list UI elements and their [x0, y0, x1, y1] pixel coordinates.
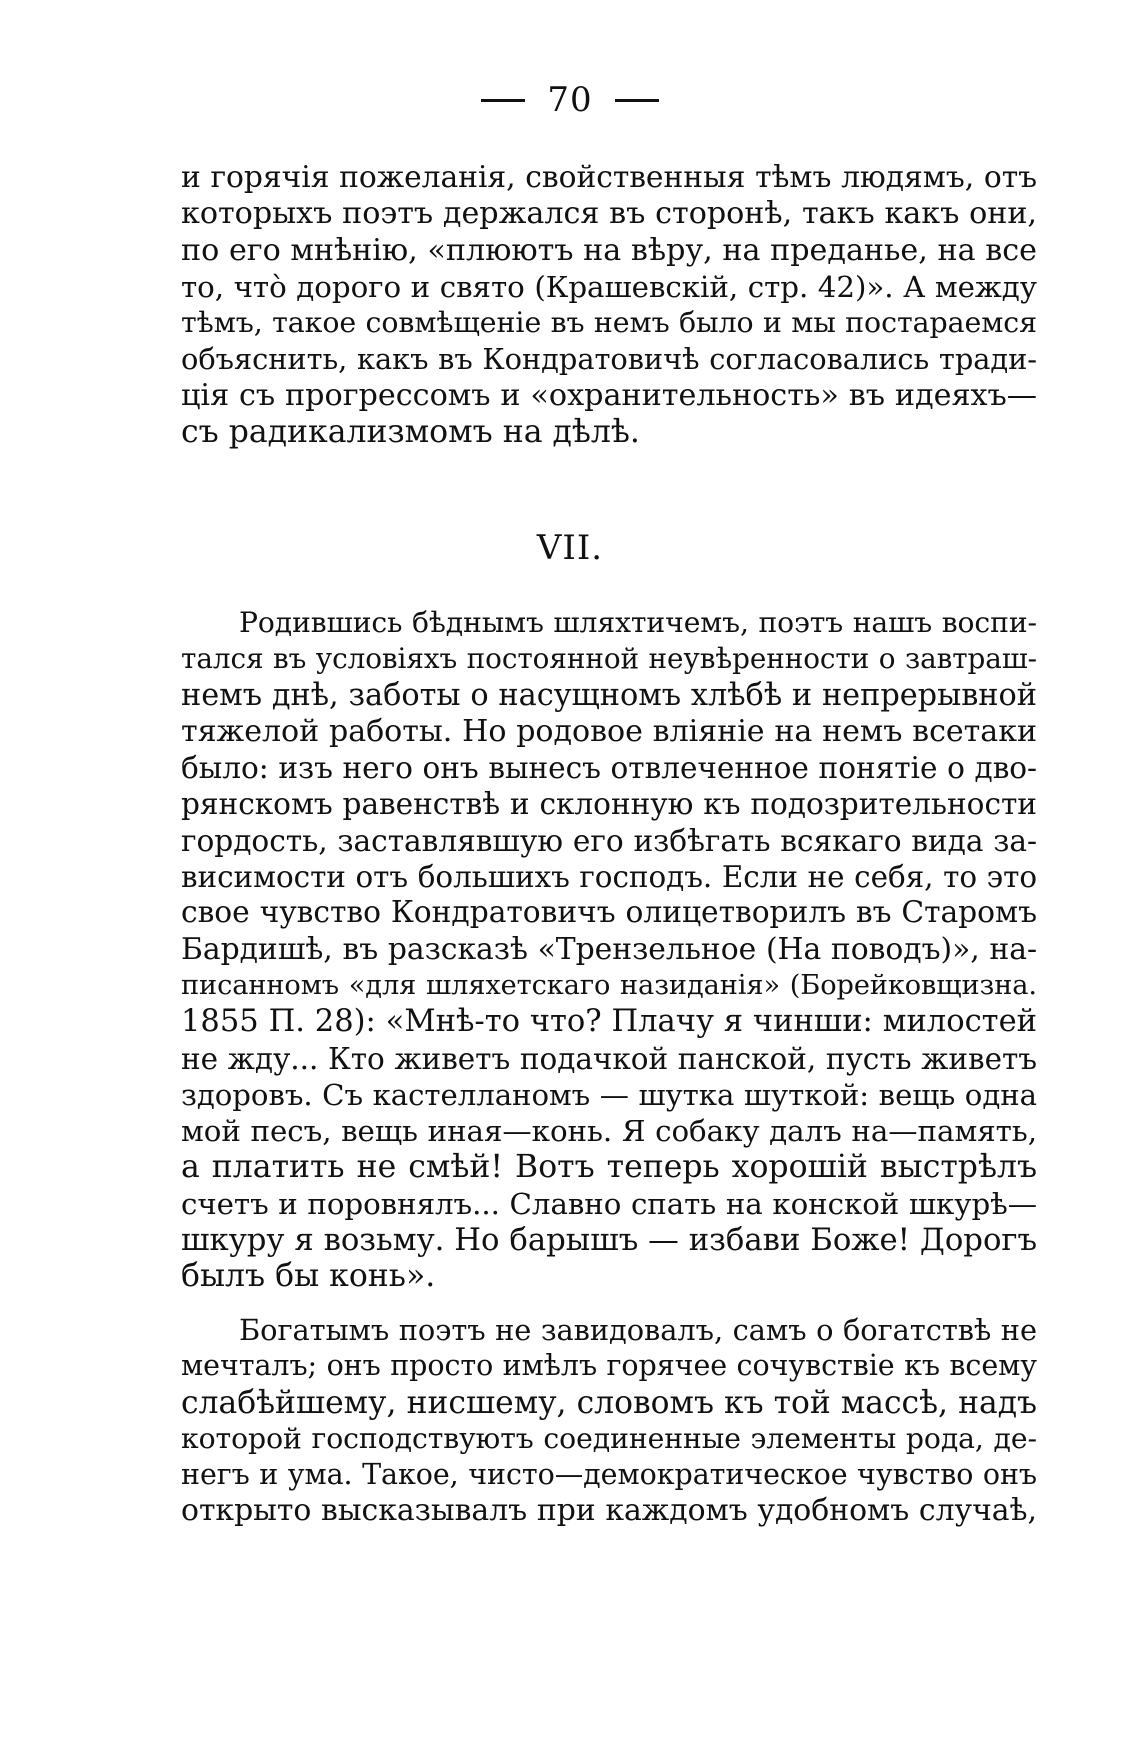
text-line: по его мнѣнію, «плюютъ на вѣру, на преданье, на все — [181, 232, 1037, 268]
text-line: съ радикализмомъ на дѣлѣ. — [181, 414, 640, 451]
text-line: Богатымъ поэтъ не завидовалъ, самъ о богатствѣ не — [239, 1313, 1037, 1347]
text-line: былъ бы конь». — [181, 1258, 436, 1295]
text-line: немъ днѣ, заботы о насущномъ хлѣбѣ и непрерывной — [181, 677, 1037, 713]
text-line: висимости отъ большихъ господъ. Если не себя, то это — [181, 860, 1037, 895]
page-number-header — [0, 80, 1140, 120]
page-number: 70 — [547, 80, 593, 120]
left-dash — [481, 99, 525, 102]
text-line: слабѣйшему, нисшему, словомъ къ той массѣ, надъ — [181, 1384, 1037, 1421]
paragraph-section-vii — [181, 605, 1037, 1295]
paragraph-continued — [181, 160, 1037, 450]
text-line: Родившись бѣднымъ шляхтичемъ, поэтъ нашъ воспи- — [239, 606, 1037, 639]
text-line: 1855 П. 28): «Мнѣ-то что? Плачу я чинши: милостей — [181, 1004, 1037, 1040]
text-line: свое чувство Кондратовичъ олицетворилъ въ Старомъ — [181, 895, 1037, 931]
text-line: и горячія пожеланія, свойственныя тѣмъ людямъ, отъ — [181, 160, 1037, 195]
text-line: негъ и ума. Такое, чисто—демократическое чувство онъ — [181, 1458, 1037, 1492]
text-line: открыто высказывалъ при каждомъ удобномъ случаѣ, — [181, 1493, 1037, 1529]
text-line: писанномъ «для шляхетскаго назиданія» (Борейковщизна. — [181, 969, 1037, 1001]
text-line: не жду... Кто живетъ подачкой панской, пусть живетъ — [181, 1041, 1037, 1076]
text-line: объяснить, какъ въ Кондратовичѣ согласовались тради- — [181, 342, 1037, 377]
text-line: рянскомъ равенствѣ и склонную къ подозрительности — [181, 787, 1037, 822]
text-line: ція съ прогрессомъ и «охранительность» въ идеяхъ— — [181, 377, 1037, 413]
text-line: тяжелой работы. Но родовое вліяніе на немъ всетаки — [181, 713, 1037, 749]
text-line: было: изъ него онъ вынесъ отвлеченное понятіе о дво- — [181, 751, 1037, 786]
text-line: мой песъ, вещь иная—конь. Я собаку далъ на—память, — [181, 1114, 1037, 1149]
text-line: счетъ и поровнялъ... Славно спать на конской шкурѣ— — [181, 1186, 1037, 1221]
text-line: которой господствуютъ соединенные элементы рода, де- — [181, 1421, 1037, 1455]
text-line: шкуру я возьму. Но барышъ — избави Боже! Дорогъ — [181, 1222, 1037, 1259]
text-line: тѣмъ, такое совмѣщеніе въ немъ было и мы постараемся — [181, 306, 1037, 340]
text-line: а платить не смѣй! Вотъ теперь хорошій выстрѣлъ — [181, 1149, 1037, 1186]
text-line: тался въ условіяхъ постоянной неувѣренности о завтраш- — [181, 642, 1037, 676]
text-line: здоровъ. Съ кастелланомъ — шутка шуткой: вещь одна — [181, 1077, 1037, 1112]
text-line: мечталъ; онъ просто имѣлъ горячее сочувствіе къ всему — [181, 1349, 1037, 1383]
text-line: гордость, заставлявшую его избѣгать всякаго вида за- — [181, 822, 1037, 858]
text-line: которыхъ поэтъ держался въ сторонѣ, такъ какъ они, — [181, 196, 1037, 232]
section-heading: VII. — [536, 528, 604, 568]
text-line: то, что̀ дорого и свято (Крашевскій, стр. 42)». А между — [181, 269, 1037, 304]
right-dash — [615, 99, 659, 102]
paragraph-wealth — [181, 1312, 1037, 1530]
text-line: Бардишѣ, въ разсказѣ «Трензельное (На поводъ)», на- — [181, 931, 1037, 967]
